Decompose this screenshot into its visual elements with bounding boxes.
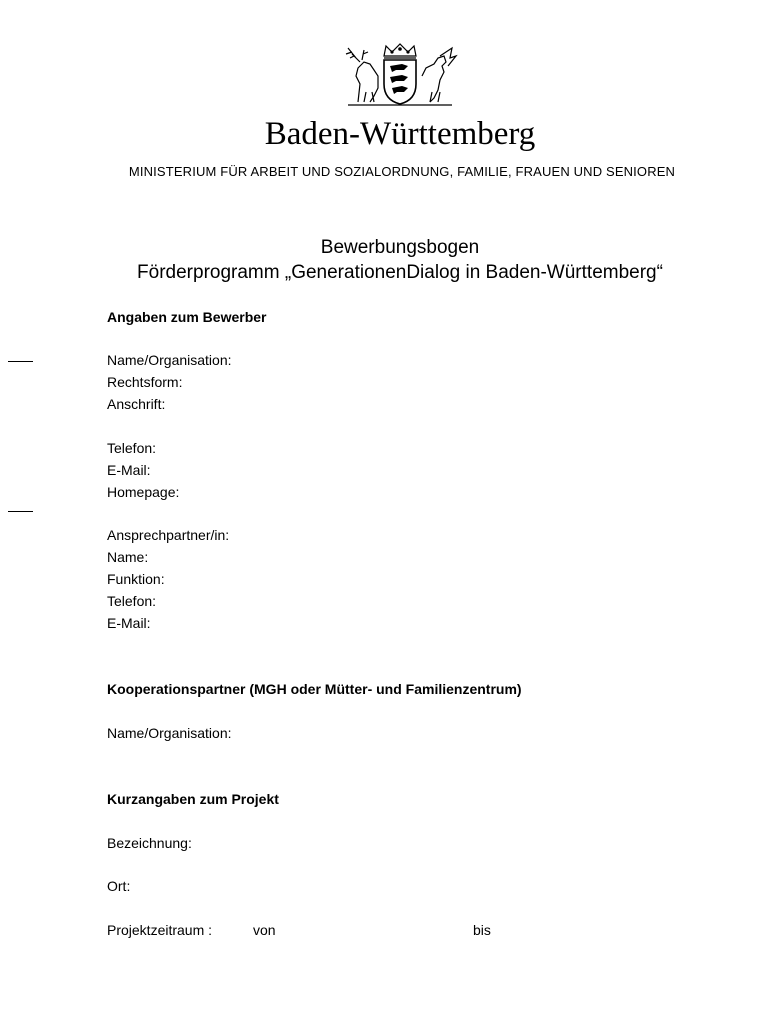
project-period-from-label: von [253,922,276,938]
cooperation-section-heading: Kooperationspartner (MGH oder Mütter- und Familienzentrum) [107,681,522,697]
applicant-name-label: Name/Organisation: [107,352,232,368]
applicant-legal-form-label: Rechtsform: [107,374,183,390]
contact-person-heading: Ansprechpartner/in: [107,527,230,543]
contact-email-label: E-Mail: [107,615,151,631]
contact-phone-label: Telefon: [107,593,157,609]
contact-function-label: Funktion: [107,571,165,587]
document-subtitle: Förderprogramm „GenerationenDialog in Baden-Württemberg“ [137,262,663,283]
contact-name-label: Name: [107,549,149,565]
project-period-label: Projektzeitraum : [107,922,213,938]
applicant-section-heading: Angaben zum Bewerber [107,309,267,325]
project-location-label: Ort: [107,878,131,894]
state-name-wordmark: Baden-Württemberg [264,116,536,152]
cooperation-name-label: Name/Organisation: [107,725,232,741]
project-section-heading: Kurzangaben zum Projekt [107,791,279,807]
project-title-label: Bezeichnung: [107,835,192,851]
applicant-address-label: Anschrift: [107,396,166,412]
document-title: Bewerbungsbogen [320,237,480,258]
coat-of-arms-logo [340,42,460,108]
applicant-email-label: E-Mail: [107,462,151,478]
applicant-phone-label: Telefon: [107,440,157,456]
applicant-homepage-label: Homepage: [107,484,180,500]
ministry-name: MINISTERIUM FÜR ARBEIT UND SOZIALORDNUNG, FAMILIE, FRAUEN UND SENIOREN [128,164,676,179]
fold-mark-middle [8,511,33,512]
project-period-to-label: bis [473,922,491,938]
fold-mark-top [8,361,33,362]
